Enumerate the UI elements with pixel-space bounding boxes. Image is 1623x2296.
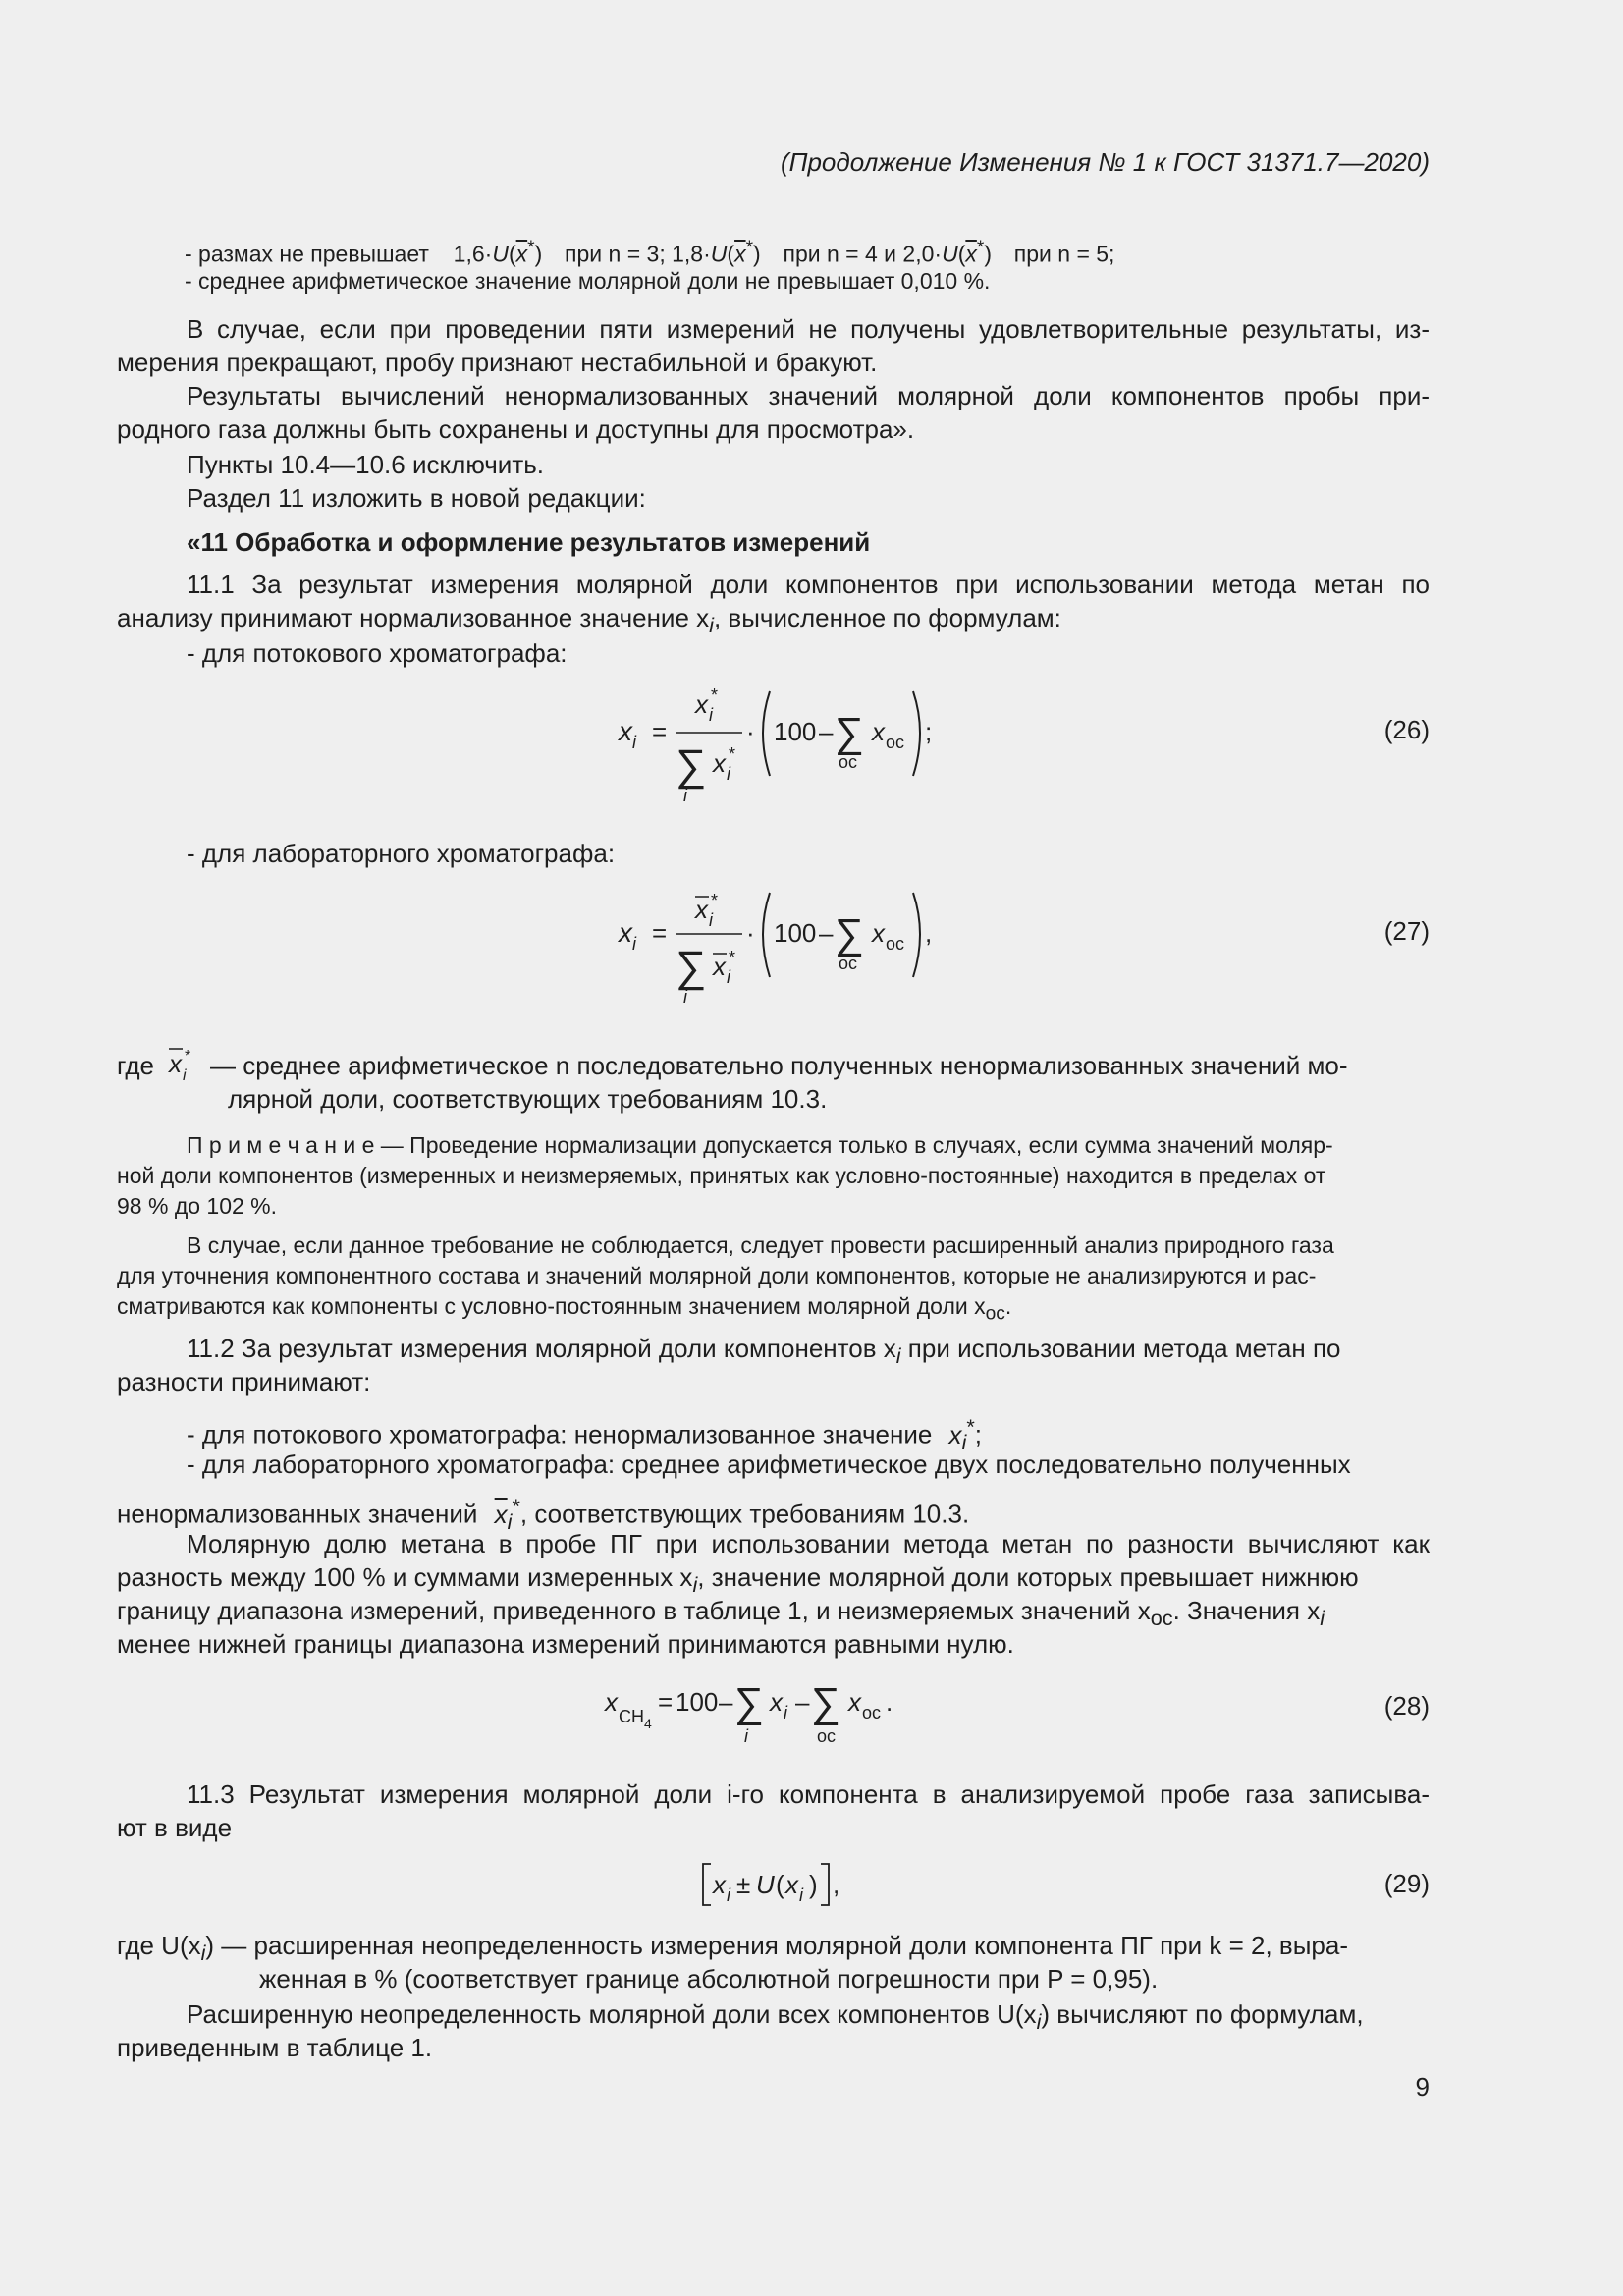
svg-text:*: *	[711, 685, 719, 705]
paragraph: мерения прекращают, пробу признают нестабильной и бракуют.	[117, 348, 878, 377]
svg-text:;: ;	[925, 717, 933, 746]
svg-text:i: i	[784, 1703, 787, 1722]
svg-text:ос: ос	[817, 1726, 837, 1746]
svg-text:x: x	[785, 1870, 798, 1899]
formula-26	[609, 678, 962, 815]
svg-text:x: x	[770, 1687, 783, 1717]
svg-text:*: *	[711, 891, 719, 910]
paragraph: Результаты вычислений ненормализованных значений молярной доли компонентов пробы при-	[187, 381, 1430, 410]
where-text: где $U(x_i)$ — расширенная неопределенность измерения молярной доли компонента ПГ при k = 2, выра-	[117, 1931, 1348, 1966]
paragraph: менее нижней границы диапазона измерений принимаются равными нулю.	[117, 1629, 1014, 1659]
paragraph: 11.3 Результат измерения молярной доли i-го компонента в анализируемой пробе газа записыва-	[187, 1779, 1430, 1809]
where-text: лярной доли, соответствующих требованиям 10.3.	[228, 1084, 828, 1114]
mean-line: - среднее арифметическое значение молярной доли не превышает 0,010 %.	[185, 268, 991, 294]
svg-text:x: x	[713, 952, 726, 981]
svg-text:4: 4	[644, 1716, 652, 1731]
svg-text:x: x	[695, 895, 708, 924]
note: В случае, если данное требование не соблюдается, следует провести расширенный анализ природного газа	[187, 1232, 1334, 1258]
svg-text:=: =	[652, 918, 668, 948]
svg-text:i: i	[683, 786, 687, 805]
svg-text:ос: ос	[839, 752, 858, 772]
list-item: - для лабораторного хроматографа: среднее арифметическое двух последовательно полученных	[187, 1449, 1351, 1479]
svg-text:U: U	[756, 1870, 775, 1899]
svg-text:∑: ∑	[734, 1679, 764, 1725]
paragraph: разности принимают:	[117, 1367, 371, 1396]
svg-text:x: x	[848, 1687, 861, 1717]
svg-text:ос: ос	[886, 733, 905, 752]
note: П р и м е ч а н и е — Проведение нормализации допускается только в случаях, если сумма значений моляр-	[187, 1132, 1333, 1158]
page-number: 9	[1415, 2072, 1430, 2102]
formula-27	[609, 879, 962, 1016]
svg-text:i: i	[183, 1067, 187, 1084]
paragraph: приведенным в таблице 1.	[117, 2033, 433, 2062]
svg-text:i: i	[683, 987, 687, 1007]
list-item: ненормализованных значений $\overline{x}_i^*$, соответствующих требованиям 10.3.	[117, 1494, 970, 1534]
paragraph: разность между 100 % и суммами измеренных $x_i$, значение молярной доли которых превышает нижнюю	[117, 1562, 1359, 1598]
paragraph: родного газа должны быть сохранены и доступны для просмотра».	[117, 414, 915, 444]
equation-number: (29)	[1383, 1869, 1430, 1898]
svg-text:x: x	[713, 1870, 726, 1899]
svg-text:i: i	[632, 733, 636, 752]
continuation-header: (Продолжение Изменения № 1 к ГОСТ 31371.7—2020)	[780, 147, 1430, 177]
svg-text:±: ±	[736, 1870, 751, 1899]
svg-text:∑: ∑	[676, 943, 707, 991]
paragraph: Молярную долю метана в пробе ПГ при использовании метода метан по разности вычисляют как	[187, 1529, 1430, 1558]
paragraph: границу диапазона измерений, приведенного в таблице 1, и неизмеряемых значений $x_{ос}$. Значения $x_i$	[117, 1596, 1325, 1631]
svg-text:∑: ∑	[811, 1679, 840, 1725]
svg-text:*: *	[185, 1048, 191, 1065]
svg-text:–: –	[819, 918, 834, 948]
svg-text:i: i	[744, 1726, 748, 1746]
paragraph: Расширенную неопределенность молярной доли всех компонентов $U(x_i)$ вычисляют по формулам,	[187, 1999, 1364, 2035]
svg-text:i: i	[632, 934, 636, 954]
paragraph: Пункты 10.4—10.6 исключить.	[187, 450, 544, 479]
svg-text:.: .	[886, 1687, 893, 1717]
note: 98 % до 102 %.	[117, 1193, 278, 1219]
svg-text:·: ·	[746, 717, 755, 746]
svg-text:∑: ∑	[676, 741, 707, 790]
where-text: — среднее арифметическое n последовательно полученных ненормализованных значений мо-	[210, 1051, 1348, 1080]
svg-text:x: x	[872, 717, 885, 746]
svg-text:i: i	[799, 1886, 803, 1905]
list-item: - для потокового хроматографа: ненормализованное значение $x_i^*$;	[187, 1414, 983, 1454]
svg-text:100: 100	[676, 1687, 719, 1717]
svg-text:∑: ∑	[835, 709, 864, 755]
svg-text:x: x	[619, 917, 632, 948]
section-title: «11 Обработка и оформление результатов измерений	[187, 527, 871, 557]
svg-text:i: i	[727, 1886, 730, 1905]
svg-text:x: x	[713, 748, 726, 778]
svg-text:i: i	[709, 705, 713, 725]
svg-text:x: x	[619, 716, 632, 746]
svg-text:·: ·	[746, 918, 755, 948]
svg-text:i: i	[727, 764, 730, 784]
svg-text:(: (	[776, 1870, 784, 1899]
svg-text:*: *	[729, 744, 736, 764]
svg-text:=: =	[658, 1687, 674, 1717]
svg-text:x: x	[872, 918, 885, 948]
equation-number: (28)	[1383, 1691, 1430, 1721]
where-label: где	[117, 1051, 154, 1080]
paragraph: 11.1 За результат измерения молярной доли компонентов при использовании метода метан по	[187, 570, 1430, 599]
svg-text:*: *	[729, 948, 736, 967]
svg-text:ос: ос	[862, 1703, 882, 1722]
svg-text:i: i	[727, 967, 730, 987]
svg-text:100: 100	[774, 918, 817, 948]
svg-text:x: x	[605, 1687, 618, 1717]
svg-text:–: –	[819, 717, 834, 746]
equation-number: (26)	[1383, 715, 1430, 744]
paragraph: 11.2 За результат измерения молярной доли компонентов $x_i$ при использовании метода метан по	[187, 1334, 1341, 1369]
formula-28	[601, 1675, 954, 1764]
svg-text:,: ,	[833, 1870, 840, 1899]
paragraph: В случае, если при проведении пяти измерений не получены удовлетворительные результаты, из-	[187, 314, 1430, 344]
svg-text:ос: ос	[839, 954, 858, 973]
svg-text:–: –	[795, 1687, 810, 1717]
note: сматриваются как компоненты с условно-постоянным значением молярной доли $x_{ос}$.	[117, 1293, 1012, 1325]
list-item: - для потокового хроматографа:	[187, 638, 568, 668]
svg-text:x: x	[695, 689, 708, 719]
svg-text:=: =	[652, 717, 668, 746]
svg-text:x: x	[169, 1049, 182, 1078]
svg-text:–: –	[719, 1687, 733, 1717]
svg-text:100: 100	[774, 717, 817, 746]
note: ной доли компонентов (измеренных и неизмеряемых, принятых как условно-постоянные) находится в пределах от	[117, 1163, 1326, 1188]
svg-text:): )	[809, 1870, 818, 1899]
svg-text:∑: ∑	[835, 910, 864, 957]
xbar-star-symbol	[165, 1041, 204, 1084]
paragraph: ют в виде	[117, 1813, 233, 1842]
where-text: женная в % (соответствует границе абсолютной погрешности при P = 0,95).	[259, 1964, 1159, 1994]
svg-text:ос: ос	[886, 934, 905, 954]
paragraph: анализу принимают нормализованное значение $x_i$, вычисленное по формулам:	[117, 603, 1061, 638]
formula-29	[695, 1858, 872, 1913]
svg-text:CH: CH	[619, 1707, 644, 1726]
equation-number: (27)	[1383, 916, 1430, 946]
note: для уточнения компонентного состава и значений молярной доли компонентов, которые не анализируются и рас-	[117, 1263, 1317, 1288]
paragraph: Раздел 11 изложить в новой редакции:	[187, 483, 646, 513]
range-line: - размах не превышает $1,6\cdot U(\overline{x}^*)$ при n = 3; $1,8\cdot U(\overline{x}^*)$ при n = 4 и $2,0\cdot U(\overline{x}^*)$ при n = 5;	[185, 238, 1115, 267]
list-item: - для лабораторного хроматографа:	[187, 839, 616, 868]
svg-text:i: i	[709, 910, 713, 930]
svg-text:,: ,	[925, 918, 933, 948]
